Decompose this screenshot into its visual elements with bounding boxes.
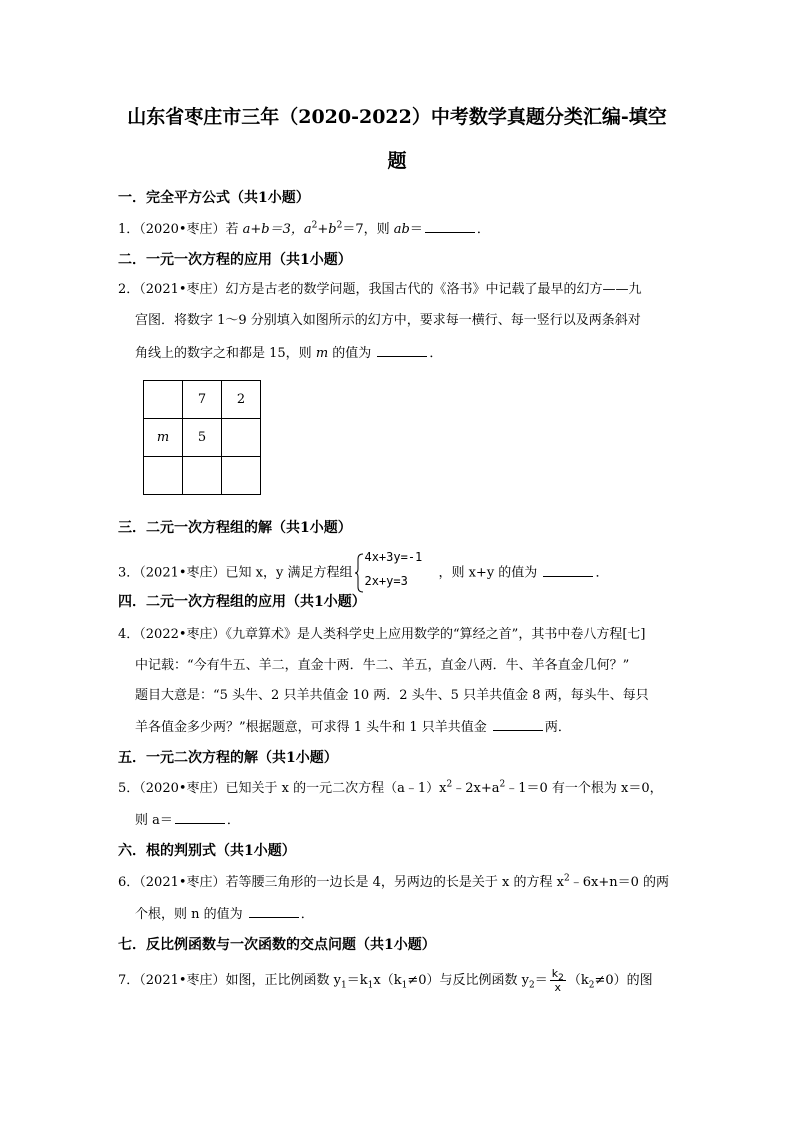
q1-end: ． [476,222,490,237]
question-2-line-3 [135,342,442,364]
q5-text-2: ﹣2x+a [452,781,500,796]
section-heading-5: 五．一元二次方程的解（共1小题） [118,750,338,766]
section-heading-1: 一．完全平方公式（共1小题） [118,190,310,206]
q6-exponent: 2 [564,873,570,884]
fraction-denominator: x [554,981,562,994]
q5-exponent-2: 2 [499,779,506,790]
q3-text: ，则 x+y 的值为 [438,565,542,581]
q4-text: 羊各值金多少两？”根据题意，可求得 1 头牛和 1 只羊共值金 [135,720,491,735]
question-2-line-2: 宫图．将数字 1～9 分别填入如图所示的幻方中，要求每一横行、每一竖行以及两条斜对 [135,313,641,328]
grid-cell: 5 [183,419,222,457]
q7-text: 7．（2021•枣庄）如图，正比例函数 y [118,973,341,988]
q1-var-a: a [303,222,312,237]
q7-subscript-5: 2 [588,980,595,991]
section-heading-7: 七．反比例函数与一次函数的交点问题（共1小题） [118,937,436,953]
question-6-line-1 [118,873,669,893]
grid-cell [183,457,222,495]
question-4-line-3: 题目大意是：“5 头牛、2 只羊共值金 10 两．2 头牛、5 只羊共值金 8 两，每头牛、每只 [135,688,649,703]
magic-square-grid [143,380,261,495]
answer-blank-2[interactable] [377,342,427,357]
q3-prefix: 3．（2021•枣庄）已知 x，y 满足方程组 [118,565,353,581]
grid-cell: 7 [183,381,222,419]
q1-prefix: 1．（2020•枣庄）若 [118,222,243,237]
q1-equals: ＝ [409,222,423,237]
q1-var-ab: ab [393,222,410,237]
q7-text-5: ＝ [534,973,548,988]
q7-subscript-4: 2 [528,980,535,991]
q7-subscript-2: 1 [367,980,374,991]
question-4-line-1: 4．（2022•枣庄）《九章算术》是人类科学史上应用数学的“算经之首”，其书中卷八方程[七] [118,627,646,642]
q1-exponent-2: 2 [336,220,343,231]
section-heading-2: 二．一元一次方程的应用（共1小题） [118,252,352,268]
q2-end: ． [429,346,443,361]
grid-cell [144,457,183,495]
answer-blank-1[interactable] [425,218,475,233]
grid-cell: 2 [222,381,261,419]
fraction-num-sub: 2 [558,973,564,984]
question-6-line-2 [135,903,314,925]
q7-text-6: （k [567,973,589,988]
answer-blank-6[interactable] [249,903,299,918]
question-4-line-2: 中记载：“今有牛五、羊二，直金十两．牛二、羊五，直金八两．牛、羊各直金几何？” [135,658,630,673]
q6-text-2: ﹣6x+n＝0 的两 [569,875,670,890]
q2-text-2: 的值为 [328,346,376,361]
q7-text-3: x（k [373,973,402,988]
answer-blank-4[interactable] [493,716,543,731]
equation-system [354,550,438,593]
brace-icon [354,553,364,593]
q4-end: 两． [544,720,571,735]
question-5-line-1 [118,779,663,799]
question-1 [118,218,490,240]
q6-text-3: 个根，则 n 的值为 [135,907,247,922]
grid-cell [222,419,261,457]
equation-2: 2x+y=3 [364,574,408,588]
q2-text: 角线上的数字之和都是 15，则 [135,346,316,361]
section-heading-6: 六．根的判别式（共1小题） [118,843,296,859]
q5-exponent: 2 [446,779,453,790]
equation-1: 4x+3y=-1 [364,550,423,564]
fraction-num-k: k [551,967,559,980]
q1-condition-1: a+b＝3， [242,222,304,237]
q5-end: ． [226,813,240,828]
q5-text-4: 则 a＝ [135,813,173,828]
q7-subscript-3: 1 [401,980,408,991]
page-title-continued: 题 [387,150,407,172]
answer-blank-3[interactable] [543,562,593,577]
question-5-line-2 [135,809,240,831]
q3-end: ． [595,565,609,581]
section-heading-4: 四．二元一次方程组的应用（共1小题） [118,594,366,610]
grid-cell: m [144,419,183,457]
question-3 [118,550,609,593]
q7-text-7: ≠0）的图 [594,973,653,988]
question-7-line-1 [118,967,653,994]
q6-text: 6．（2021•枣庄）若等腰三角形的一边长是 4，另两边的长是关于 x 的方程 x [118,875,564,890]
q7-text-4: ≠0）与反比例函数 y [407,973,529,988]
question-2-line-1: 2．（2021•枣庄）幻方是古老的数学问题，我国古代的《洛书》中记载了最早的幻方——九 [118,282,642,297]
section-heading-3: 三．二元一次方程组的解（共1小题） [118,520,352,536]
fraction [550,967,566,994]
q7-subscript: 1 [341,980,347,991]
q1-exponent: 2 [311,220,318,231]
fraction-numerator [550,967,566,984]
answer-blank-5[interactable] [175,809,225,824]
q5-text: 5．（2020•枣庄）已知关于 x 的一元二次方程（a﹣1）x [118,781,447,796]
question-4-line-4 [135,716,571,738]
q6-end: ． [300,907,314,922]
page-title: 山东省枣庄市三年（2020-2022）中考数学真题分类汇编-填空 [127,106,667,128]
q7-text-2: ＝k [346,973,368,988]
q2-var-m: m [315,346,329,361]
grid-cell [144,381,183,419]
q1-condition-end: ＝7，则 [342,222,394,237]
q5-text-3: ﹣1＝0 有一个根为 x＝0， [505,781,663,796]
q1-var-b: +b [317,222,337,237]
grid-cell [222,457,261,495]
